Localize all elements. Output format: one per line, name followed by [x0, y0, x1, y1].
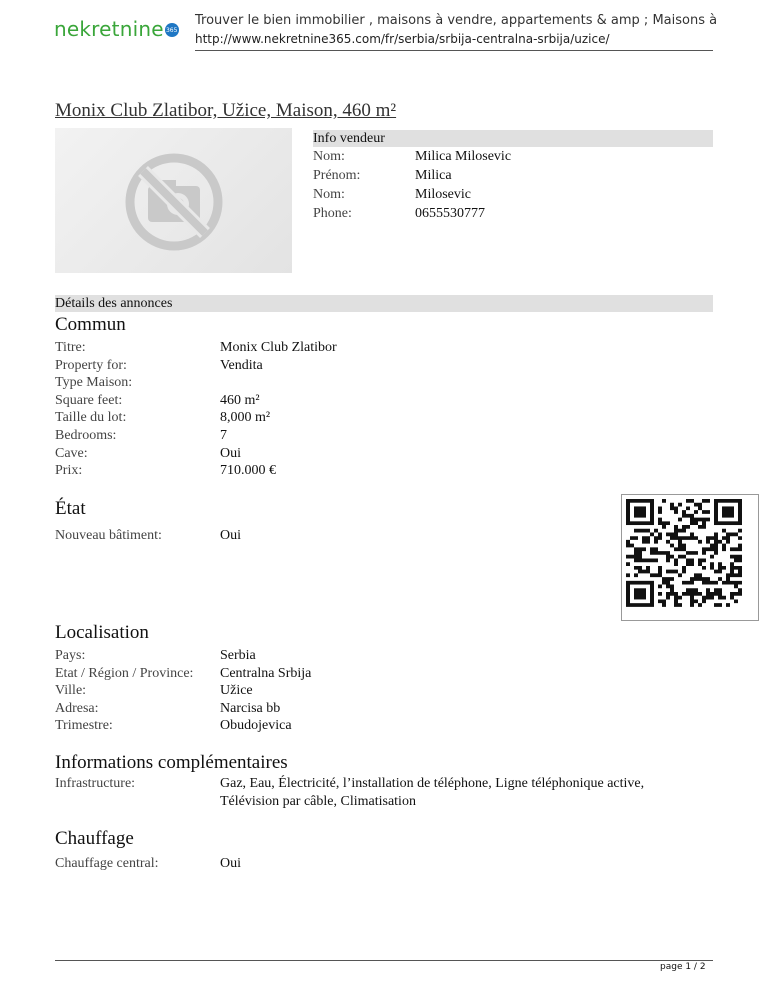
detail-row [55, 647, 713, 665]
qr-code [621, 494, 759, 621]
detail-label: Pays: [55, 648, 86, 663]
detail-row [55, 427, 713, 445]
footer-divider [55, 960, 713, 961]
detail-row [55, 357, 713, 375]
qr-finder-pattern [626, 581, 654, 607]
detail-value: Obudojevica [220, 718, 292, 734]
detail-label: Nouveau bâtiment: [55, 528, 162, 543]
seller-label: Phone: [313, 206, 352, 221]
detail-value: Oui [220, 528, 241, 543]
seller-row [313, 204, 713, 223]
detail-row [55, 409, 713, 427]
details-heading: Détails des annonces [55, 295, 713, 312]
section-heading: Localisation [55, 622, 149, 643]
detail-row [55, 374, 713, 392]
detail-label: Prix: [55, 463, 83, 479]
seller-label: Nom: [313, 149, 345, 164]
detail-row [55, 700, 713, 718]
detail-label: Type Maison: [55, 375, 133, 391]
detail-row [55, 526, 713, 545]
detail-row [55, 775, 713, 793]
listing-title[interactable]: Monix Club Zlatibor, Užice, Maison, 460 m² [55, 100, 397, 121]
detail-label: Infrastructure: [55, 776, 136, 791]
section-commun [55, 314, 713, 480]
detail-value-line1: Gaz, Eau, Électricité, l’installation de téléphone, Ligne téléphonique active, [220, 776, 645, 791]
detail-row [55, 445, 713, 463]
detail-row [55, 717, 713, 735]
section-heading: État [55, 498, 86, 519]
page-header [0, 0, 768, 52]
detail-value: 460 m² [220, 392, 260, 408]
section-localisation [55, 622, 713, 735]
seller-info-heading: Info vendeur [313, 130, 713, 147]
qr-finder-pattern [714, 499, 742, 525]
detail-value: 8,000 m² [220, 410, 271, 426]
detail-label: Property for: [55, 357, 127, 373]
detail-label: Square feet: [55, 392, 123, 408]
detail-label: Cave: [55, 445, 88, 461]
price-value: 710.000 € [220, 463, 276, 479]
page-number: page 1 / 2 [660, 962, 706, 972]
logo-badge: 365 [165, 23, 179, 37]
detail-row [55, 682, 713, 700]
detail-value: Monix Club Zlatibor [220, 340, 337, 355]
seller-label: Prénom: [313, 168, 361, 183]
header-divider [195, 50, 713, 51]
site-logo[interactable] [54, 18, 179, 40]
detail-row [55, 665, 713, 683]
seller-label: Nom: [313, 187, 345, 202]
detail-value: Užice [220, 683, 253, 699]
detail-row [55, 392, 713, 410]
seller-value: Milica Milosevic [415, 149, 512, 164]
detail-label: Etat / Région / Province: [55, 665, 194, 681]
detail-value: Oui [220, 445, 241, 461]
section-heading: Informations complémentaires [55, 752, 288, 773]
seller-value: Milosevic [415, 187, 471, 202]
detail-label: Trimestre: [55, 718, 113, 734]
seller-info [313, 130, 713, 223]
detail-label: Ville: [55, 683, 87, 699]
detail-value-line2: Télévision par câble, Climatisation [220, 794, 416, 809]
detail-value: Serbia [220, 648, 256, 663]
seller-row [313, 147, 713, 166]
no-photo-icon [122, 150, 226, 254]
detail-label: Chauffage central: [55, 856, 159, 871]
detail-value: Centralna Srbija [220, 665, 312, 681]
detail-label: Titre: [55, 340, 86, 355]
section-etat [55, 498, 713, 545]
detail-label: Bedrooms: [55, 427, 117, 443]
detail-row [55, 462, 713, 480]
seller-phone[interactable]: 0655530777 [415, 206, 485, 221]
detail-row [55, 854, 713, 873]
section-chauffage [55, 828, 713, 873]
header-tagline: Trouver le bien immobilier , maisons à vendre, appartements & amp ; Maisons à [195, 13, 718, 28]
seller-row [313, 166, 713, 185]
logo-text: nekretnine [54, 17, 164, 41]
qr-code-graphic [622, 495, 758, 620]
section-informations [55, 752, 713, 811]
seller-value: Milica [415, 168, 452, 183]
section-heading: Chauffage [55, 828, 134, 849]
detail-label: Adresa: [55, 700, 99, 716]
seller-row [313, 185, 713, 204]
details-section [55, 295, 713, 312]
listing-photo-placeholder [55, 128, 292, 273]
detail-value: Oui [220, 856, 241, 871]
detail-row [55, 339, 713, 357]
detail-row [55, 793, 713, 811]
section-heading: Commun [55, 314, 126, 335]
header-url[interactable]: http://www.nekretnine365.com/fr/serbia/srbija-centralna-srbija/uzice/ [195, 32, 610, 46]
detail-value: 7 [220, 427, 227, 443]
detail-value: Vendita [220, 357, 263, 373]
qr-finder-pattern [626, 499, 654, 525]
detail-label: Taille du lot: [55, 410, 127, 426]
detail-value: Narcisa bb [220, 700, 281, 716]
